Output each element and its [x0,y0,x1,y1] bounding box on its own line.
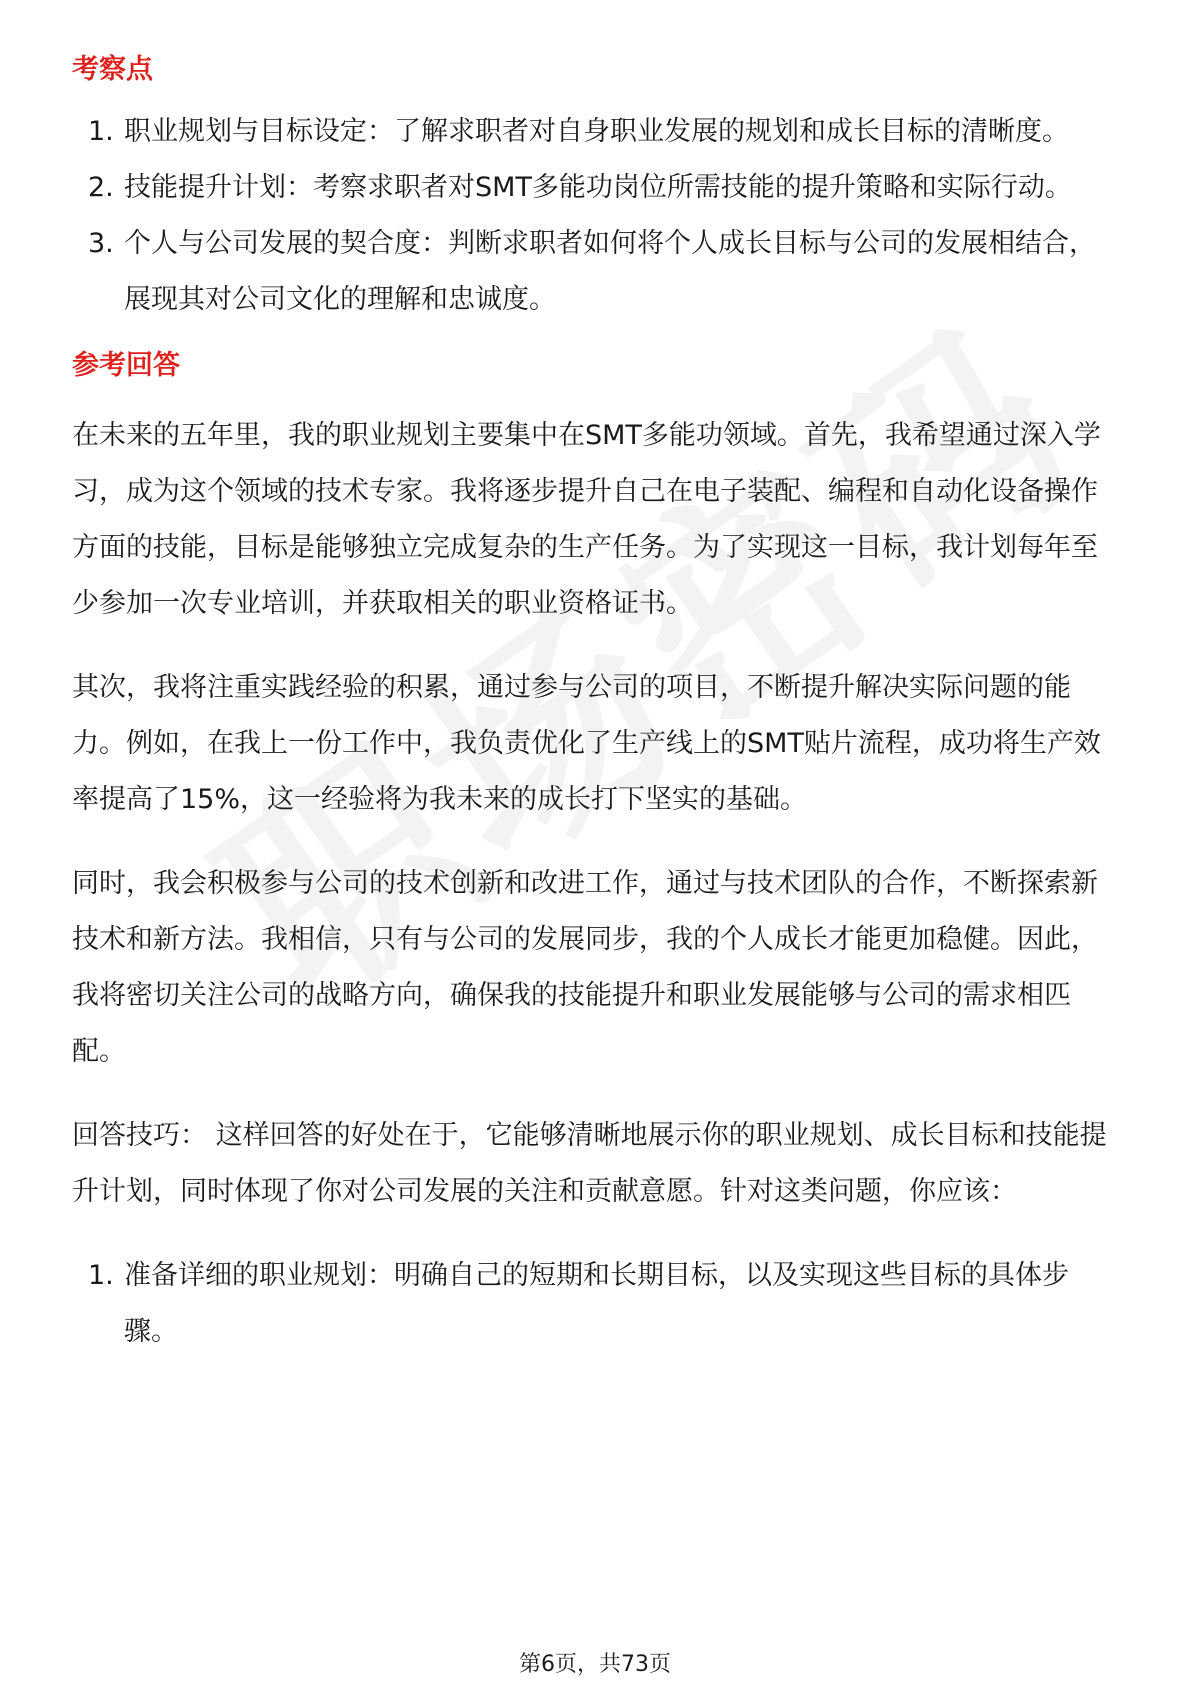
answer-paragraph: 同时，我会积极参与公司的技术创新和改进工作，通过与技术团队的合作，不断探索新技术和新方法。我相信，只有与公司的发展同步，我的个人成长才能更加稳健。因此，我将密切关注公司的战略方向，确保我的技能提升和职业发展能够与公司的需求相匹配。 [72,868,1098,1067]
list-item-text: 准备详细的职业规划：明确自己的短期和长期目标，以及实现这些目标的具体步骤。 [124,1260,1069,1347]
section-title-answer: 参考回答 [72,350,180,381]
list-item [72,104,1120,160]
page-footer: 第6页，共73页 [519,1652,671,1677]
list-item-number: 3. [88,228,114,259]
list-item [72,216,1120,328]
list-item-number: 2. [88,172,114,203]
answer-tips-paragraph: 回答技巧： 这样回答的好处在于，它能够清晰地展示你的职业规划、成长目标和技能提升计划，同时体现了你对公司发展的关注和贡献意愿。针对这类问题，你应该： [72,1120,1107,1207]
list-item-text: 技能提升计划：考察求职者对SMT多能功岗位所需技能的提升策略和实际行动。 [124,172,1072,203]
list-item [72,160,1120,216]
list-item-number: 1. [88,116,114,147]
tips-list [72,1248,1120,1360]
list-item [72,1248,1120,1360]
points-list [72,104,1120,328]
answer-paragraph: 其次，我将注重实践经验的积累，通过参与公司的项目，不断提升解决实际问题的能力。例如，在我上一份工作中，我负责优化了生产线上的SMT贴片流程，成功将生产效率提高了15%，这一经验将为我未来的成长打下坚实的基础。 [72,672,1101,815]
list-item-number: 1. [88,1260,114,1291]
list-item-text: 职业规划与目标设定：了解求职者对自身职业发展的规划和成长目标的清晰度。 [124,116,1069,147]
list-item-text: 个人与公司发展的契合度：判断求职者如何将个人成长目标与公司的发展相结合，展现其对公司文化的理解和忠诚度。 [124,228,1096,315]
section-title-points: 考察点 [72,54,153,85]
page-content [72,48,1120,1360]
answer-paragraph: 在未来的五年里，我的职业规划主要集中在SMT多能功领域。首先，我希望通过深入学习，成为这个领域的技术专家。我将逐步提升自己在电子装配、编程和自动化设备操作方面的技能，目标是能够独立完成复杂的生产任务。为了实现这一目标，我计划每年至少参加一次专业培训，并获取相关的职业资格证书。 [72,420,1101,619]
